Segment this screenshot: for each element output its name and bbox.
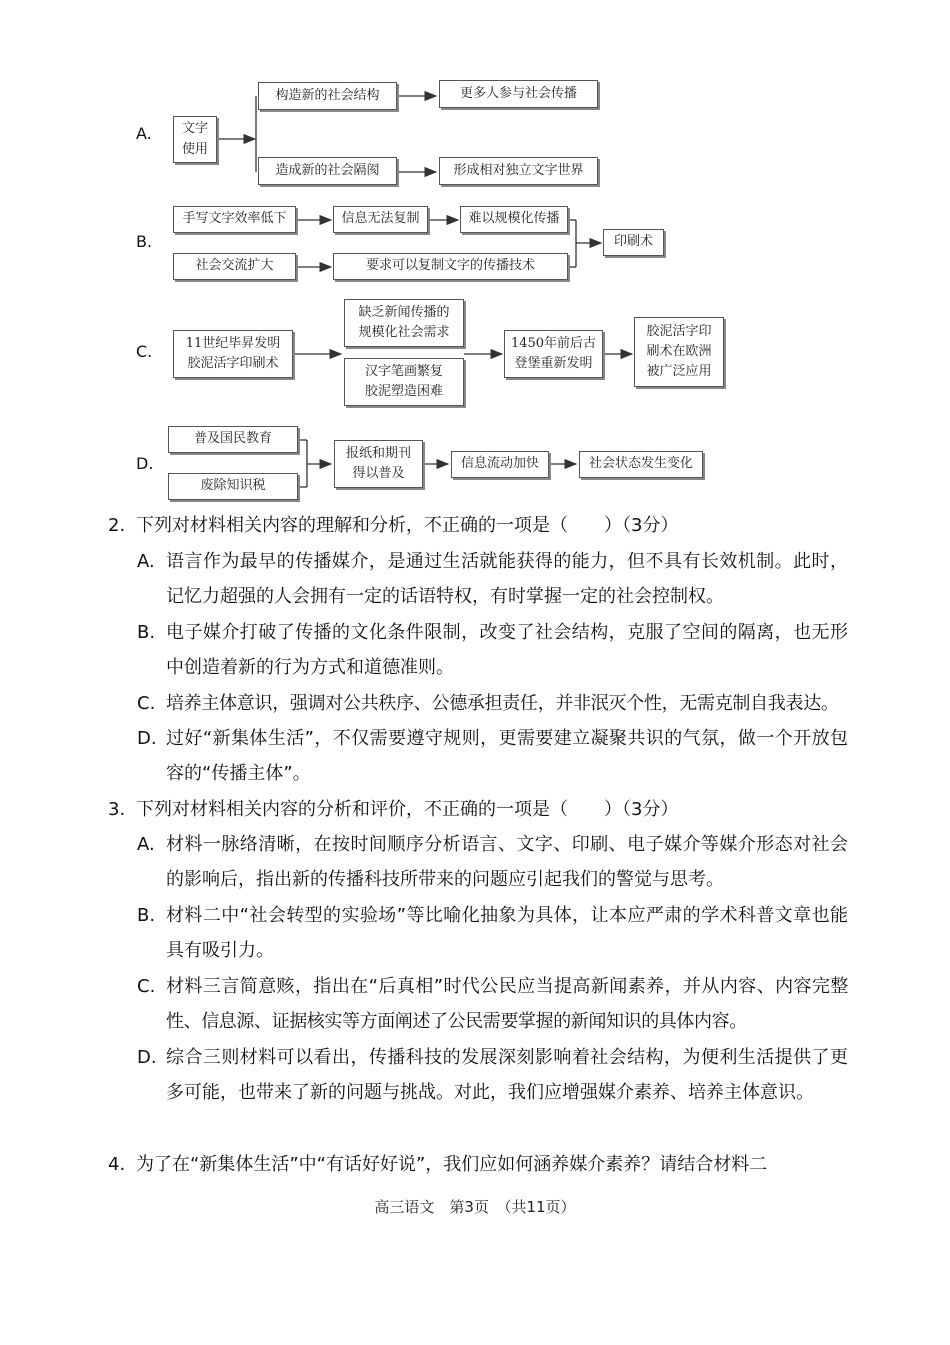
diagram-b-box-5: 社会交流扩大: [173, 253, 296, 280]
diagram-a-box-1: 文字 使用: [173, 116, 217, 163]
diagram-b-letter[interactable]: B.: [136, 232, 153, 251]
option-3b[interactable]: [137, 898, 849, 968]
diagram-c-box-5: 胶泥活字印 刷术在欧洲 被广泛应用: [634, 317, 724, 387]
option-text: 过好“新集体生活”，不仅需要遵守规则，更需要建立凝聚共识的气氛，做一个开放包容的“传播主体”。: [166, 728, 848, 784]
question-number: 4.: [108, 1154, 126, 1175]
question-4: [108, 1147, 878, 1182]
diagram-c-box-4: 1450年前后古 登堡重新发明: [504, 330, 603, 378]
diagram-c-letter[interactable]: C.: [136, 342, 153, 361]
diagram-a-box-5: 形成相对独立文字世界: [439, 157, 598, 185]
option-3a[interactable]: [137, 827, 849, 897]
question-stem: 下列对材料相关内容的理解和分析，不正确的一项是（ ）（3分）: [136, 515, 679, 536]
option-text: 综合三则材料可以看出，传播科技的发展深刻影响着社会结构，为便利生活提供了更多可能，也带来了新的问题与挑战。对此，我们应增强媒介素养、培养主体意识。: [166, 1047, 848, 1103]
diagram-a-box-4: 造成新的社会隔阂: [258, 157, 397, 185]
option-letter: D.: [137, 1047, 157, 1068]
diagram-d-box-4: 信息流动加快: [451, 451, 549, 478]
option-2c[interactable]: [137, 686, 849, 721]
option-3c[interactable]: [137, 969, 849, 1039]
question-stem: 为了在“新集体生活”中“有话好好说”，我们应如何涵养媒介素养？请结合材料二: [136, 1154, 768, 1175]
option-letter: B.: [137, 905, 156, 926]
diagram-d-box-5: 社会状态发生变化: [579, 451, 703, 478]
option-letter: B.: [137, 622, 156, 643]
diagram-d-box-3: 报纸和期刊 得以普及: [334, 440, 423, 488]
option-2d[interactable]: [137, 721, 849, 791]
diagram-d-box-2: 废除知识税: [168, 473, 298, 500]
question-stem: 下列对材料相关内容的分析和评价，不正确的一项是（ ）（3分）: [136, 799, 679, 820]
diagram-a-letter[interactable]: A.: [136, 124, 152, 143]
option-letter: A.: [137, 834, 155, 855]
option-2b[interactable]: [137, 615, 849, 685]
diagram-c-box-1: 11世纪毕昇发明 胶泥活字印刷术: [173, 330, 293, 378]
question-3: [108, 792, 868, 827]
option-letter: A.: [137, 551, 155, 572]
option-text: 电子媒介打破了传播的文化条件限制，改变了社会结构，克服了空间的隔离，也无形中创造着新的行为方式和道德准则。: [166, 622, 848, 678]
option-text: 语言作为最早的传播媒介，是通过生活就能获得的能力，但不具有长效机制。此时，记忆力超强的人会拥有一定的话语特权，有时掌握一定的社会控制权。: [166, 551, 848, 607]
diagram-d-letter[interactable]: D.: [136, 454, 154, 473]
diagram-b-box-1: 手写文字效率低下: [173, 206, 296, 233]
question-number: 3.: [108, 799, 126, 820]
diagram-a-box-2: 构造新的社会结构: [258, 82, 397, 110]
diagram-c-box-3: 汉字笔画繁复 胶泥塑造困难: [344, 358, 464, 406]
option-text: 材料一脉络清晰，在按时间顺序分析语言、文字、印刷、电子媒介等媒介形态对社会的影响后，指出新的传播科技所带来的问题应引起我们的警觉与思考。: [166, 834, 848, 890]
option-letter: C.: [137, 693, 156, 714]
diagram-b-box-3: 难以规模化传播: [460, 206, 568, 233]
option-letter: C.: [137, 976, 156, 997]
diagram-c-box-2: 缺乏新闻传播的 规模化社会需求: [344, 299, 464, 347]
diagram-b-box-4: 印刷术: [603, 229, 664, 256]
question-number: 2.: [108, 515, 126, 536]
option-text: 培养主体意识，强调对公共秩序、公德承担责任，并非泯灭个性，无需克制自我表达。: [166, 693, 839, 714]
question-2: [108, 508, 868, 543]
option-2a[interactable]: [137, 544, 849, 614]
diagram-b-box-2: 信息无法复制: [333, 206, 428, 233]
page-footer: 高三语文 第3页 （共11页）: [374, 1198, 576, 1216]
diagram-b-box-6: 要求可以复制文字的传播技术: [333, 253, 568, 280]
option-text: 材料三言简意赅，指出在“后真相”时代公民应当提高新闻素养，并从内容、内容完整性、信息源、证据核实等方面阐述了公民需要掌握的新闻知识的具体内容。: [166, 976, 848, 1032]
diagram-a-box-3: 更多人参与社会传播: [439, 80, 598, 108]
option-text: 材料二中“社会转型的实验场”等比喻化抽象为具体，让本应严肃的学术科普文章也能具有吸引力。: [166, 905, 848, 961]
option-letter: D.: [137, 728, 157, 749]
diagram-d-box-1: 普及国民教育: [168, 426, 298, 453]
option-3d[interactable]: [137, 1040, 849, 1145]
